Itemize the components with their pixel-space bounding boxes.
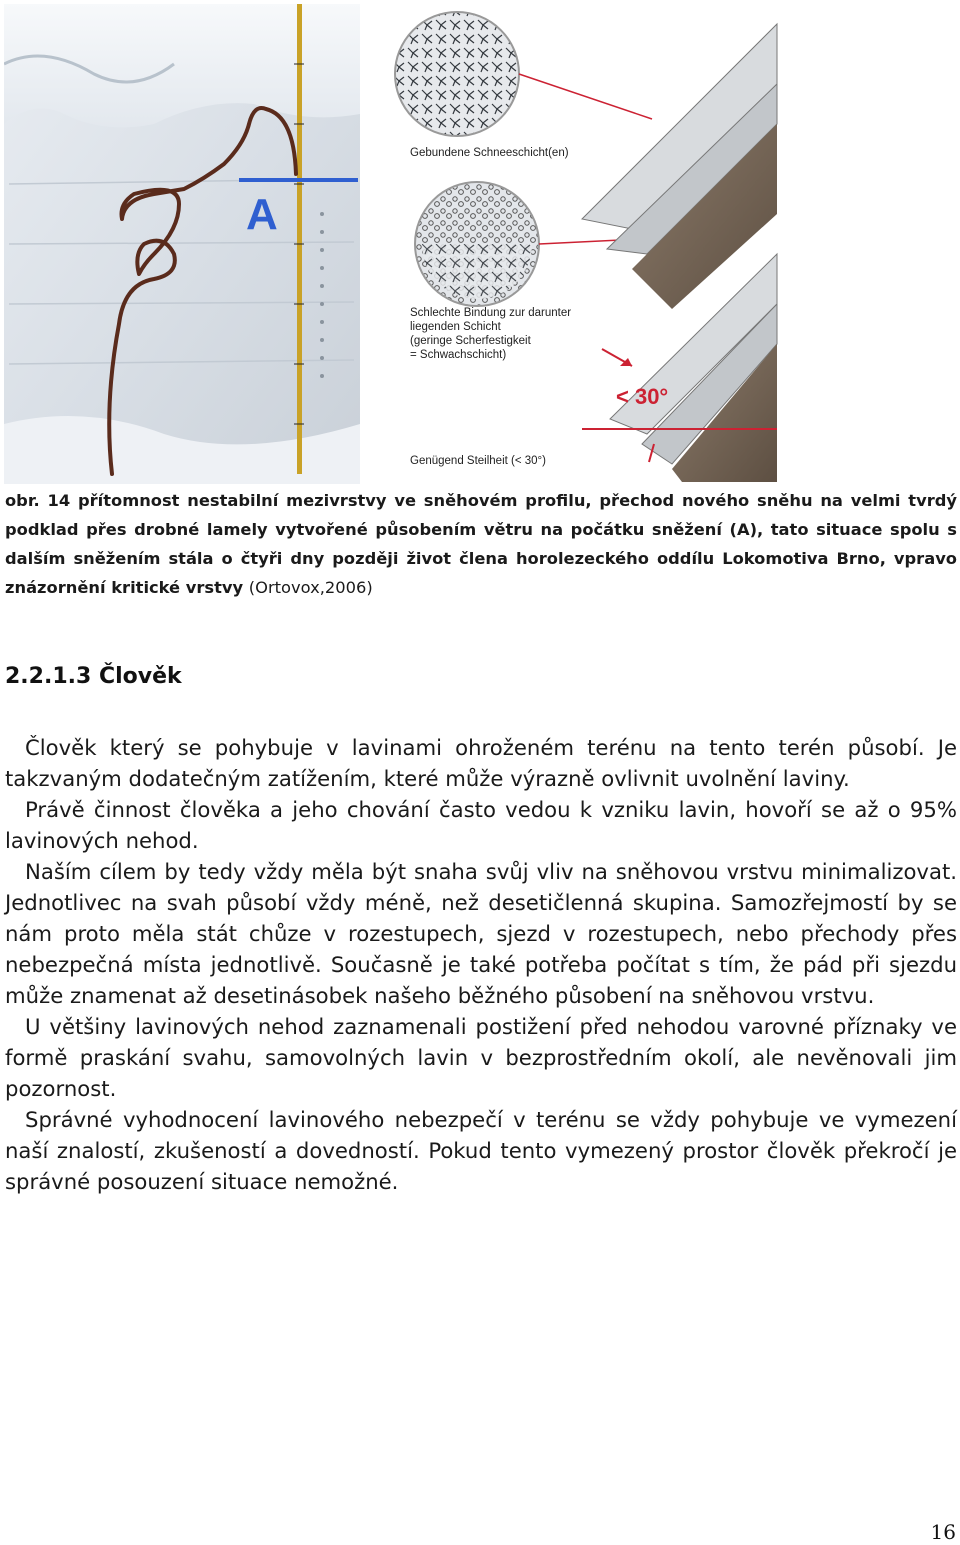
paragraph-5: Správné vyhodnocení lavinového nebezpečí v terénu se vždy pohybuje ve vymezení naší znalostí, zkušeností a dovedností. Pokud tento vymezený prostor člověk překročí je správné posouzení situace nemožné. — [5, 1107, 957, 1194]
weak-layer-line-1: Schlechte Bindung zur darunter — [410, 307, 572, 319]
caption-text: obr. 14 přítomnost nestabilní mezivrstvy ve sněhovém profilu, přechod nového sněhu na velmi tvrdý podklad přes drobné lamely vytvořené působením větru na počátku sněžení (A), tato situace spolu s dalším sněžením stála o čtyři dny později život člena horolezeckého oddílu Lokomotiva Brno, vpravo znázornění kritické vrstvy — [5, 491, 957, 597]
section-heading: 2.2.1.3 Člověk — [5, 664, 182, 689]
weak-layer-line-3: (geringe Scherfestigkeit — [410, 335, 531, 347]
paragraph-4: U většiny lavinových nehod zaznamenali postižení před nehodou varovné příznaky ve formě praskání svahu, samovolných lavin v bezprostředním okolí, ale nevěnovali jim pozornost. — [5, 1014, 957, 1101]
weak-layer-line-4: = Schwachschicht) — [410, 349, 507, 361]
caption-citation: (Ortovox,2006) — [248, 578, 373, 597]
diagram-label-steepness: Genügend Steilheit (< 30°) — [410, 455, 546, 467]
figure-caption — [5, 486, 957, 602]
paragraph-2: Právě činnost člověka a jeho chování často vedou k vzniku lavin, hovoří se až o 95% lavinových nehod. — [5, 797, 957, 853]
snow-profile-photo — [4, 4, 360, 484]
diagram-label-weak-layer — [410, 307, 571, 361]
paragraph-1: Člověk který se pohybuje v lavinami ohroženém terénu na tento terén působí. Je takzvaným dodatečným zatížením, které může výrazně ovlivnit uvolnění laviny. — [5, 735, 957, 791]
page-number: 16 — [930, 1520, 956, 1544]
diagram-label-bound-layers: Gebundene Schneeschicht(en) — [410, 147, 569, 159]
paragraph-3: Naším cílem by tedy vždy měla být snaha svůj vliv na sněhovou vrstvu minimalizovat. Jednotlivec na svah působí vždy méně, než desetičlenná skupina. Samozřejmostí by se nám proto měla stát chůze v rozestupech, sjezd v rozestupech, nebo přechody přes nebezpečná místa jednotlivě. Současně je také potřeba počítat s tím, že pád při sjezdu může znamenat až desetinásobek našeho běžného působení na sněhovou vrstvu. — [5, 859, 957, 1008]
critical-layer-diagram — [392, 4, 782, 484]
angle-label: < 30° — [616, 384, 669, 409]
body-text — [5, 732, 957, 1197]
photo-label: A — [246, 190, 278, 239]
weak-layer-line-2: liegenden Schicht — [410, 321, 501, 333]
